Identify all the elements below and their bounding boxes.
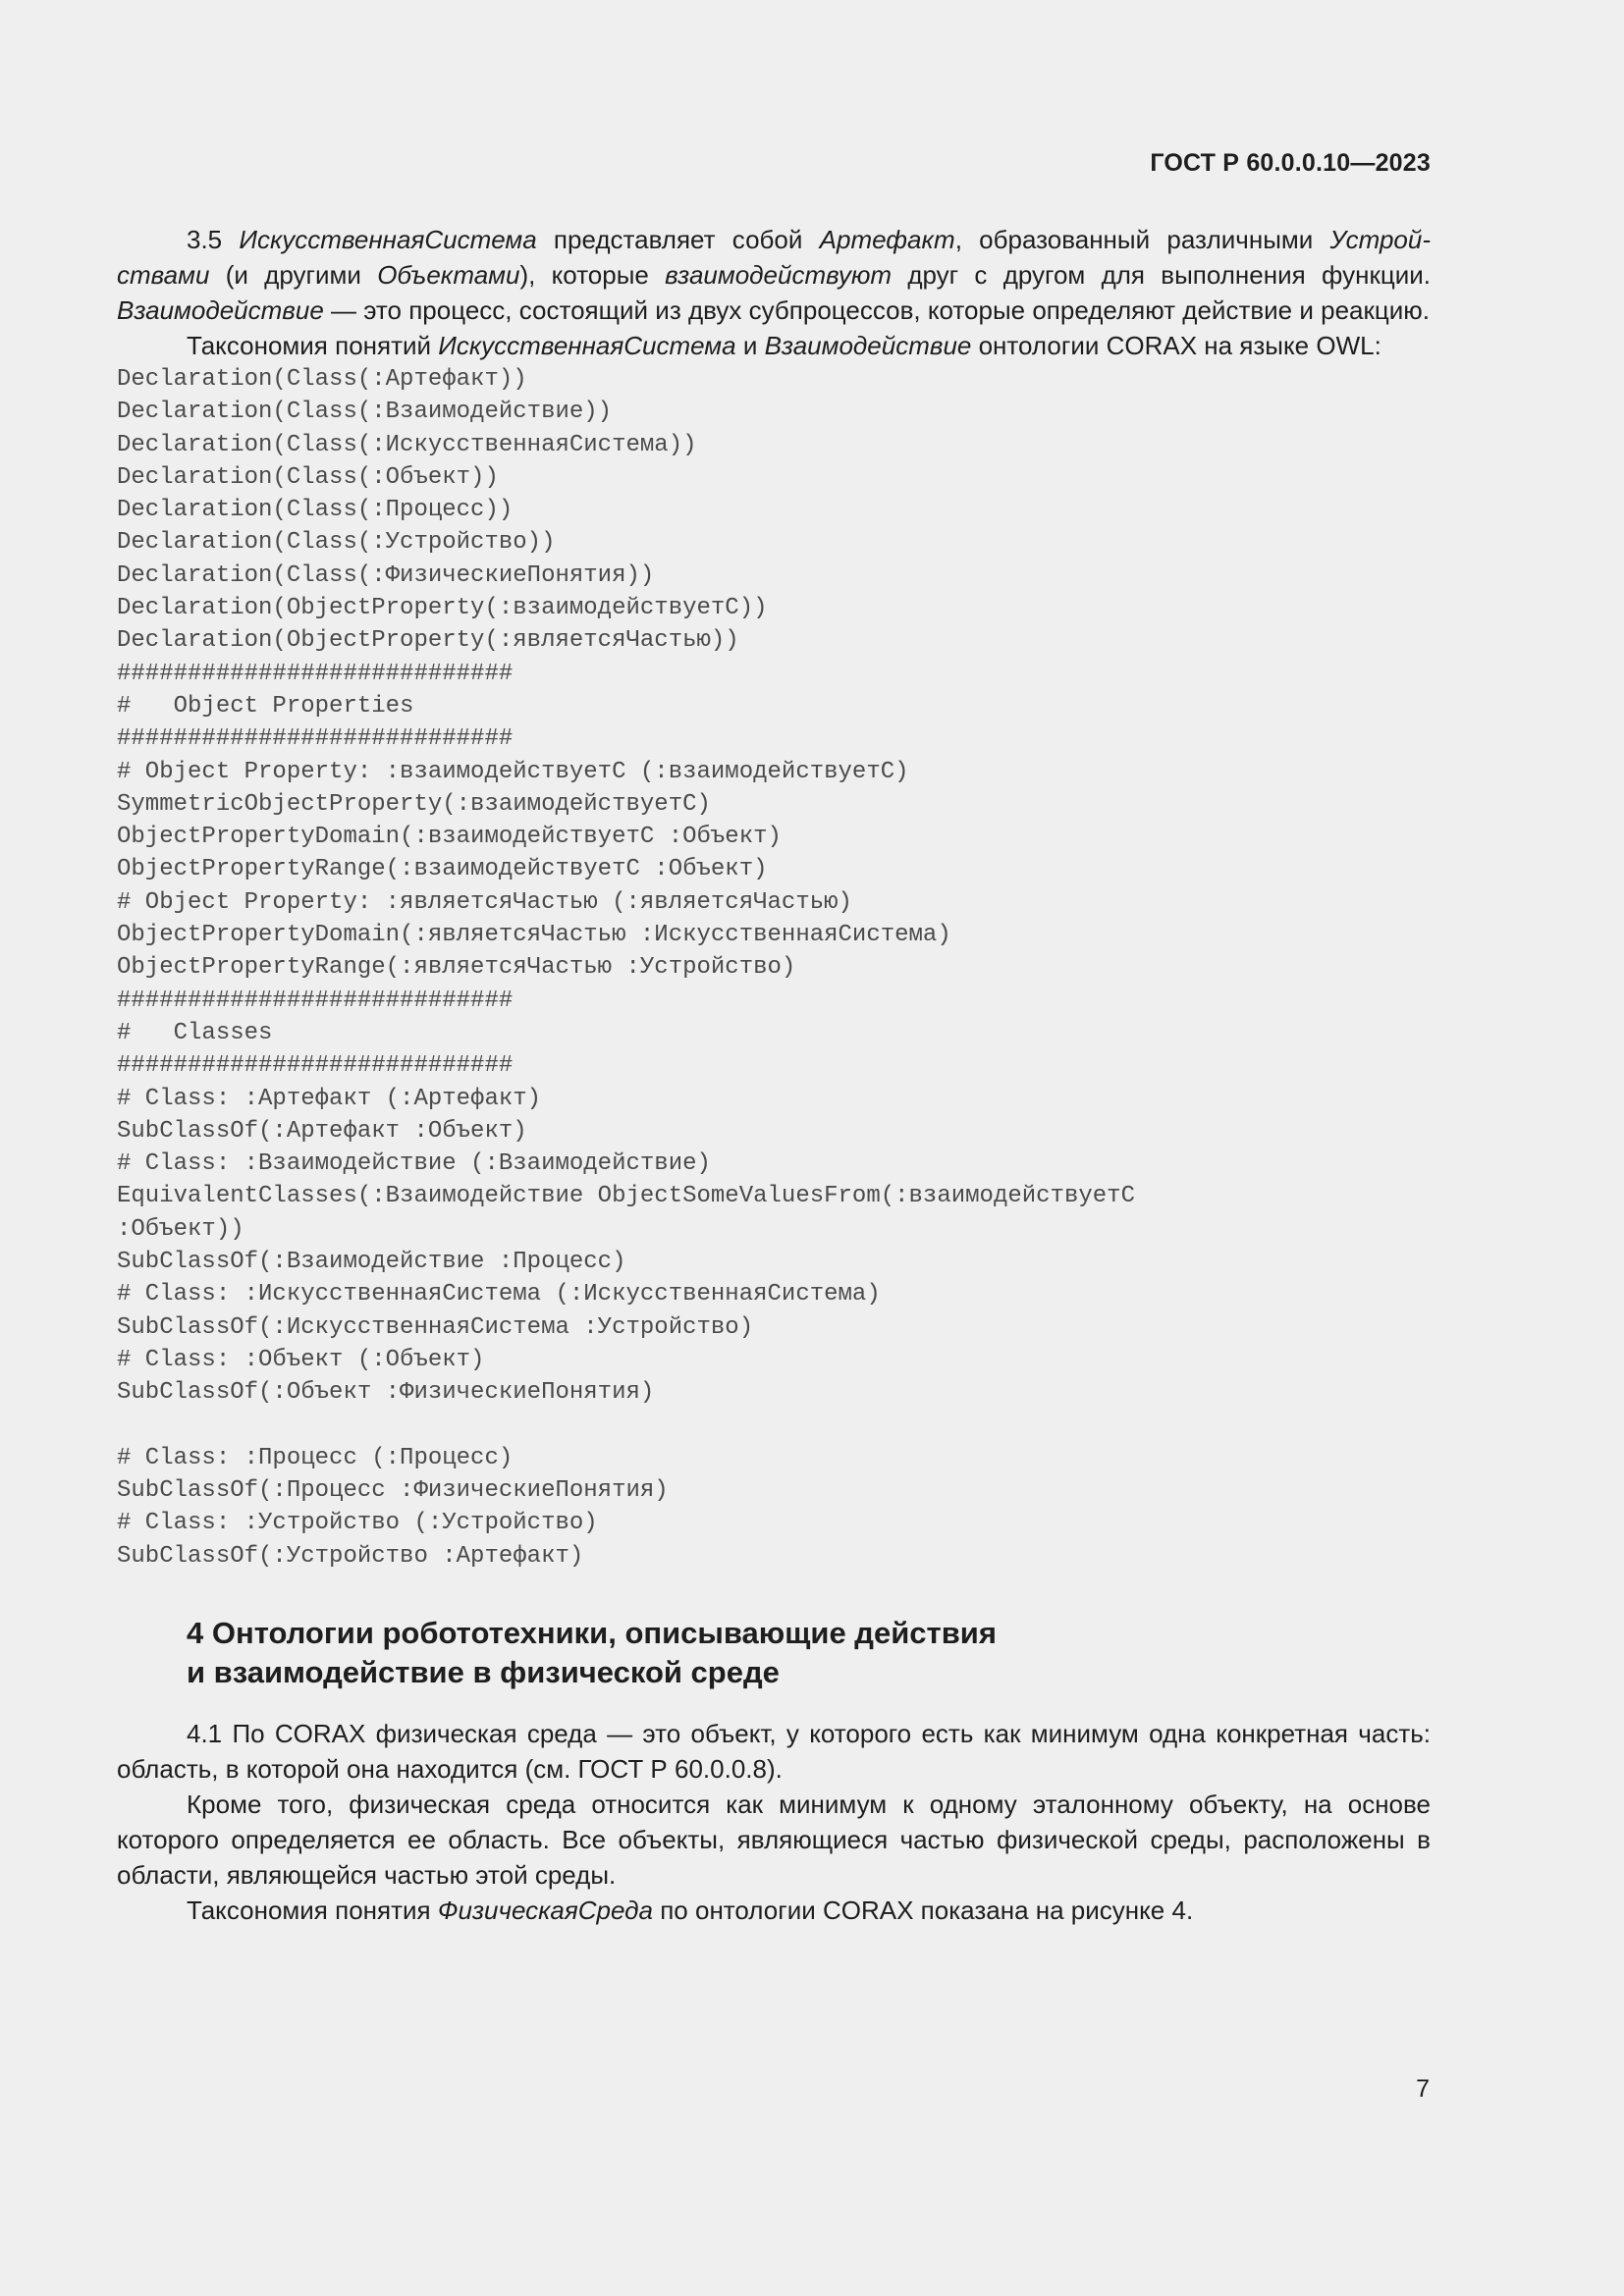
code-line: ############################ xyxy=(117,1052,514,1080)
code-line: SubClassOf(:Объект :ФизическиеПонятия) xyxy=(117,1379,655,1407)
term-physical-environment: ФизическаяСреда xyxy=(437,1895,653,1925)
text-span: — это процесс, состоящий из двух субпроцессов, которые определяют действие и реакцию. xyxy=(323,295,1431,325)
code-line: ObjectPropertyDomain(:являетсяЧастью :ИскусственнаяСистема) xyxy=(117,922,951,949)
text-span: и xyxy=(735,331,765,360)
page-content xyxy=(117,222,1431,1928)
term-interaction: Взаимодействие xyxy=(117,295,324,325)
text-span: Таксономия понятия xyxy=(187,1895,438,1925)
owl-code-block xyxy=(117,363,1431,1410)
code-line: SubClassOf(:Артефакт :Объект) xyxy=(117,1117,527,1145)
text-span: Таксономия понятий xyxy=(187,331,439,360)
code-line: Declaration(Class(:Артефакт)) xyxy=(117,366,527,393)
code-line: ObjectPropertyRange(:являетсяЧастью :Устройство) xyxy=(117,954,796,982)
text-span: (и другими xyxy=(209,260,378,290)
code-line: ObjectPropertyDomain(:взаимодействуетС :Объект) xyxy=(117,824,782,851)
section-heading-line: 4 Онтологии робототехники, описывающие действия xyxy=(187,1615,997,1650)
text-span: ), которые xyxy=(519,260,666,290)
paragraph-figure-ref xyxy=(117,1893,1431,1928)
code-line: Declaration(Class(:ФизическиеПонятия)) xyxy=(117,561,655,589)
term-objects: Объектами xyxy=(377,260,520,290)
text-span: друг с другом для выполнения функции. xyxy=(892,260,1431,290)
code-line: SymmetricObjectProperty(:взаимодействуетС) xyxy=(117,790,711,818)
code-line: ############################ xyxy=(117,725,514,753)
code-line: # Class: :ИскусственнаяСистема (:ИскусственнаяСистема) xyxy=(117,1281,881,1308)
code-line: SubClassOf(:Устройство :Артефакт) xyxy=(117,1542,584,1570)
code-line: :Объект)) xyxy=(117,1215,244,1243)
code-line: # Object Property: :взаимодействуетС (:взаимодействуетС) xyxy=(117,758,909,785)
code-line: # Class: :Артефакт (:Артефакт) xyxy=(117,1085,542,1112)
page-number: 7 xyxy=(1416,2075,1430,2103)
code-line: ############################ xyxy=(117,660,514,687)
code-line: # Class: :Процесс (:Процесс) xyxy=(117,1444,514,1471)
document-header: ГОСТ Р 60.0.0.10—2023 xyxy=(1150,149,1431,177)
text-span: 3.5 xyxy=(187,225,240,254)
term-artificial-system: ИскусственнаяСистема xyxy=(239,225,537,254)
code-line: Declaration(Class(:Устройство)) xyxy=(117,529,556,557)
code-line: Declaration(ObjectProperty(:взаимодействуетС)) xyxy=(117,595,768,622)
paragraph-4-1: 4.1 По CORAX физическая среда — это объект, у которого есть как минимум одна конкретная часть: область, в которой она находится (см. ГОСТ Р 60.0.0.8). xyxy=(117,1718,1431,1784)
text-span: представляет собой xyxy=(536,225,820,254)
code-line: # Class: :Устройство (:Устройство) xyxy=(117,1510,598,1537)
owl-code-block-continued xyxy=(117,1442,1431,1573)
term-artificial-system: ИскусственнаяСистема xyxy=(438,331,736,360)
code-line: # Object Properties xyxy=(117,692,414,720)
text-span: , образованный различными xyxy=(954,225,1330,254)
paragraph-3-5 xyxy=(117,222,1431,328)
code-line: ObjectPropertyRange(:взаимодействуетС :Объект) xyxy=(117,856,768,883)
code-line: # Class: :Взаимодействие (:Взаимодействие) xyxy=(117,1150,711,1178)
code-line: Declaration(Class(:ИскусственнаяСистема)) xyxy=(117,431,697,458)
code-blank-line xyxy=(117,1410,1431,1442)
code-line: # Classes xyxy=(117,1019,273,1046)
section-4-heading xyxy=(187,1614,1431,1692)
text-span: онтологии CORAX на языке OWL: xyxy=(971,331,1381,360)
code-line: ############################ xyxy=(117,987,514,1014)
code-line: SubClassOf(:Взаимодействие :Процесс) xyxy=(117,1249,626,1276)
code-line: EquivalentClasses(:Взаимодействие ObjectSomeValuesFrom(:взаимодействуетС xyxy=(117,1183,1135,1210)
code-line: Declaration(ObjectProperty(:являетсяЧастью)) xyxy=(117,627,739,655)
code-line: Declaration(Class(:Объект)) xyxy=(117,463,499,491)
code-line: Declaration(Class(:Взаимодействие)) xyxy=(117,399,613,426)
term-devices: Устройствами xyxy=(117,225,1431,290)
term-interact: взаимодействуют xyxy=(665,260,893,290)
term-interaction: Взаимодействие xyxy=(764,331,972,360)
code-line: SubClassOf(:ИскусственнаяСистема :Устройство) xyxy=(117,1313,754,1341)
code-line: SubClassOf(:Процесс :ФизическиеПонятия) xyxy=(117,1477,669,1505)
text-span: по онтологии CORAX показана на рисунке 4. xyxy=(653,1895,1194,1925)
code-line: # Class: :Объект (:Объект) xyxy=(117,1346,485,1373)
paragraph-moreover: Кроме того, физическая среда относится как минимум к одному эталонному объекту, на основе которого определяется ее область. Все объекты, являющиеся частью физической среды, расположены в области, являющейся частью этой среды. xyxy=(117,1789,1431,1890)
term-artefact: Артефакт xyxy=(819,225,955,254)
section-heading-line: и взаимодействие в физической среде xyxy=(187,1654,780,1689)
code-line: Declaration(Class(:Процесс)) xyxy=(117,497,514,524)
code-line: # Object Property: :являетсяЧастью (:являетсяЧастью) xyxy=(117,888,852,916)
paragraph-taxonomy-owl xyxy=(117,328,1431,363)
